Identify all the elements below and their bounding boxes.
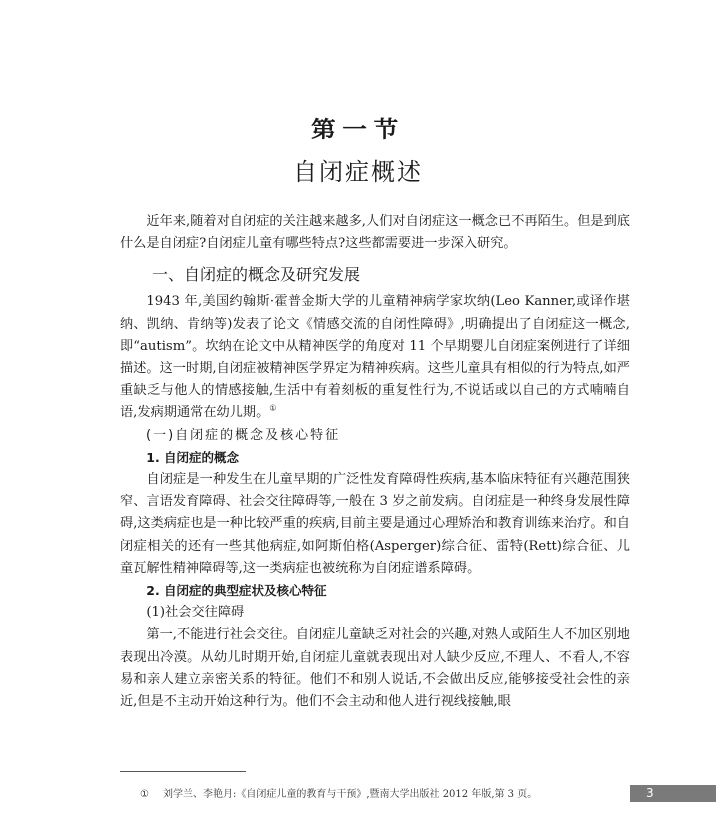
footnote-reference[interactable]: ① [269,404,277,414]
paragraph-concept: 自闭症是一种发生在儿童早期的广泛性发育障碍性疾病,基本临床特征有兴趣范围狭窄、言语发育障碍、社会交往障碍等,一般在 3 岁之前发病。自闭症是一种终身发展性障碍,这类病症也是一种比较严重的疾病,目前主要是通过心理矫治和教育训练来治疗。和自闭症相关的还有一些其他病症,如阿斯伯格(Asperger)综合征、雷特(Rett)综合征、儿童瓦解性精神障碍等,这一类病症也被统称为自闭症谱系障碍。 [120,472,630,576]
footnote-divider [120,771,246,772]
body-text [120,211,630,713]
paragraph-history-text: 1943 年,美国约翰斯·霍普金斯大学的儿童精神病学家坎纳(Leo Kanner,或译作堪纳、凯纳、肯纳等)发表了论文《情感交流的自闭性障碍》,明确提出了自闭症这一概念,即“autism”。坎纳在论文中从精神医学的角度对 11 个早期婴儿自闭症案例进行了详细描述。这一时期,自闭症被精神医学界定为精神疾病。这些儿童具有相似的行为特点,如严重缺乏与他人的情感接触,生活中有着刻板的重复性行为,不说话或以自己的方式喃喃自语,发病期通常在幼儿期。 [120,294,630,421]
footnote-text: 刘学兰、李艳月:《自闭症儿童的教育与干预》,暨南大学出版社 2012 年版,第 3 页。 [162,789,538,800]
paragraph-social: 第一,不能进行社会交往。自闭症儿童缺乏对社会的兴趣,对熟人或陌生人不加区别地表现出冷漠。从幼儿时期开始,自闭症儿童就表现出对人缺少反应,不理人、不看人,不容易和亲人建立亲密关系的特征。他们不和别人说话,不会做出反应,能够接受社会性的亲近,但是不主动开始这种行为。他们不会主动和他人进行视线接触,眼 [120,627,630,710]
heading-concept: 1. 自闭症的概念 [146,449,240,465]
chapter-title: 自闭症概述 [293,158,423,186]
footnote [140,785,537,800]
section-title: 第一节 [310,118,406,143]
heading-level-2: (一)自闭症的概念及核心特征 [146,427,341,443]
heading-level-1: 一、自闭症的概念及研究发展 [152,265,361,285]
heading-symptoms: 2. 自闭症的典型症状及核心特征 [146,583,327,599]
page-number: 3 [630,785,716,802]
footnote-mark: ① [140,789,149,800]
heading-social-disorder: (1)社会交往障碍 [146,605,245,621]
paragraph-history [120,291,630,424]
intro-paragraph: 近年来,随着对自闭症的关注越来越多,人们对自闭症这一概念已不再陌生。但是到底什么是自闭症?自闭症儿童有哪些特点?这些都需要进一步深入研究。 [120,214,630,252]
